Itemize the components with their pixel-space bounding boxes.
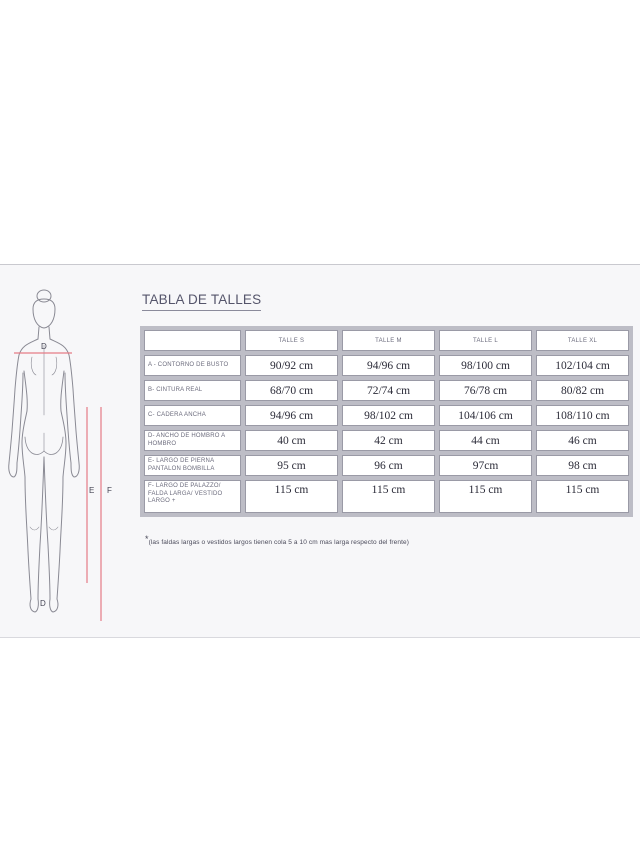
footnote — [145, 536, 409, 546]
table-cell: 46 cm — [536, 430, 629, 451]
footnote-asterisk: * — [145, 534, 149, 544]
table-row — [144, 430, 629, 451]
row-label: E- LARGO DE PIERNA PANTALON BOMBILLA — [144, 455, 241, 476]
table-header-s: TALLE S — [245, 330, 338, 351]
row-label: B- CINTURA REAL — [144, 380, 241, 401]
table-cell: 44 cm — [439, 430, 532, 451]
table-cell: 97cm — [439, 455, 532, 476]
figure-letter-d-bottom: D — [40, 599, 46, 608]
table-cell: 42 cm — [342, 430, 435, 451]
row-label: F- LARGO DE PALAZZO/ FALDA LARGA/ VESTIDO LARGO + — [144, 480, 241, 513]
table-row — [144, 405, 629, 426]
table-cell: 68/70 cm — [245, 380, 338, 401]
figure-letter-f: F — [107, 486, 112, 495]
table-cell: 98/100 cm — [439, 355, 532, 376]
table-cell: 94/96 cm — [245, 405, 338, 426]
table-row — [144, 480, 629, 513]
table-cell: 90/92 cm — [245, 355, 338, 376]
table-row — [144, 380, 629, 401]
table-cell: 76/78 cm — [439, 380, 532, 401]
table-cell: 40 cm — [245, 430, 338, 451]
table-row — [144, 355, 629, 376]
table-cell: 80/82 cm — [536, 380, 629, 401]
table-cell: 95 cm — [245, 455, 338, 476]
table-cell: 115 cm — [536, 480, 629, 513]
table-header-corner — [144, 330, 241, 351]
row-label: D- ANCHO DE HOMBRO A HOMBRO — [144, 430, 241, 451]
row-label: A - CONTORNO DE BUSTO — [144, 355, 241, 376]
table-cell: 108/110 cm — [536, 405, 629, 426]
table-row — [144, 455, 629, 476]
figure-letter-d-top: D — [41, 342, 47, 351]
table-header-l: TALLE L — [439, 330, 532, 351]
table-cell: 96 cm — [342, 455, 435, 476]
table-cell: 115 cm — [439, 480, 532, 513]
size-chart-sheet — [0, 264, 640, 638]
table-cell: 104/106 cm — [439, 405, 532, 426]
table-cell: 115 cm — [245, 480, 338, 513]
table-cell: 115 cm — [342, 480, 435, 513]
table-cell: 98 cm — [536, 455, 629, 476]
figure-letter-e: E — [89, 486, 95, 495]
table-cell: 94/96 cm — [342, 355, 435, 376]
body-figure-illustration — [0, 265, 135, 639]
table-cell: 98/102 cm — [342, 405, 435, 426]
row-label: C- CADERA ANCHA — [144, 405, 241, 426]
table-header-m: TALLE M — [342, 330, 435, 351]
table-cell: 102/104 cm — [536, 355, 629, 376]
table-header-row — [144, 330, 629, 351]
chart-title: TABLA DE TALLES — [142, 292, 262, 307]
table-header-xl: TALLE XL — [536, 330, 629, 351]
footnote-text: (las faldas largas o vestidos largos tienen cola 5 a 10 cm mas larga respecto del frente) — [148, 539, 409, 546]
table-cell: 72/74 cm — [342, 380, 435, 401]
size-table — [140, 326, 633, 517]
